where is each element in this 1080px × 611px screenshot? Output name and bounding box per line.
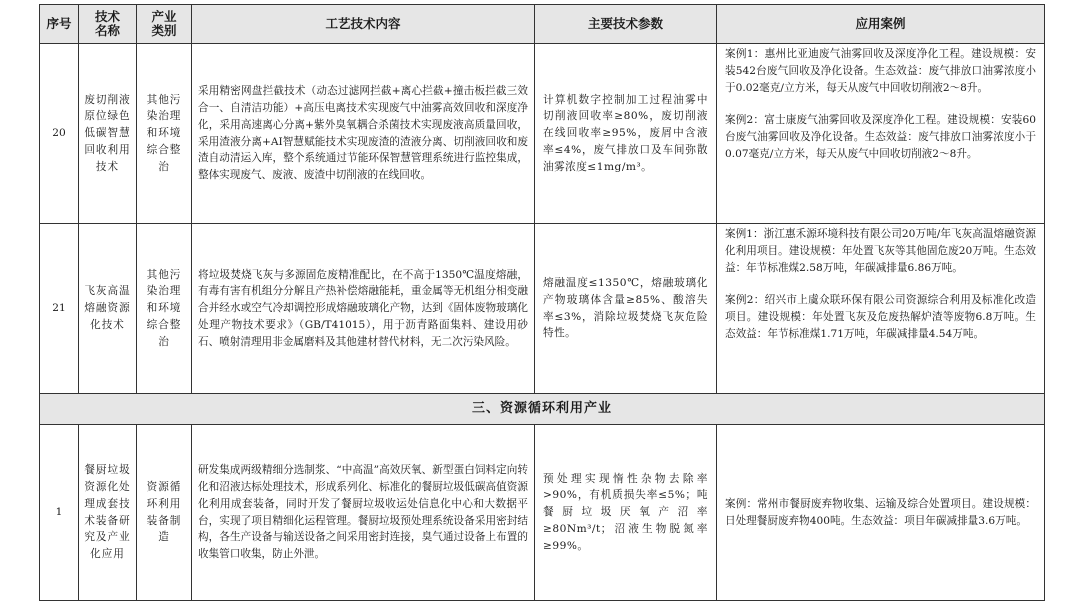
tech-table-container	[39, 4, 1044, 601]
section-title: 三、资源循环利用产业	[40, 394, 1045, 425]
row-params: 计算机数字控制加工过程油雾中切削液回收率≥80%，废切削液在线回收率≥95%，废屑中含液率≤4%，废气排放口及车间弥散油雾浓度≤1mg/m³。	[535, 44, 717, 224]
row-process: 研发集成两级精细分选制浆、“中高温”高效厌氧、新型蛋白饲料定向转化和沼液达标处理技术，形成系列化、标准化的餐厨垃圾低碳高值资源化利用成套装备，同时开发了餐厨垃圾收运处信息化中心和大数据平台，实现了项目精细化运程管理。餐厨垃圾预处理系统设备采用密封结构，各生产设备与输送设备之间采用密封连接，臭气通过设备上布置的收集管口收集，防止外泄。	[192, 425, 535, 601]
row-tech-name: 餐厨垃圾资源化处理成套技术装备研究及产业化应用	[79, 425, 137, 601]
header-process: 工艺技术内容	[192, 5, 535, 44]
section-row	[40, 394, 1045, 425]
table-row	[40, 224, 1045, 394]
row-category: 其他污染治理和环境综合整治	[137, 44, 192, 224]
case-item: 案例2：绍兴市上虞众联环保有限公司资源综合利用及标准化改造项目。建设规模：年处置飞灰及危废热解炉渣等废物6.8万吨。生态效益：年节标准煤1.71万吨，年碳减排量4.54万吨。	[725, 294, 1036, 340]
row-params: 熔融温度≤1350℃，熔融玻璃化产物玻璃体含量≥85%、酸溶失率≤3%，消除垃圾焚烧飞灰危险特性。	[535, 224, 717, 394]
row-tech-name: 废切削液原位绿色低碳智慧回收利用技术	[79, 44, 137, 224]
case-item: 案例1：惠州比亚迪废气油雾回收及深度净化工程。建设规模：安装542台废气回收及净化设备。生态效益：废气排放口油雾浓度小于0.02毫克/立方米，每天从废气中回收切削液2～8升。	[725, 48, 1036, 94]
table-row	[40, 425, 1045, 601]
row-process: 采用精密网盘拦截技术（动态过滤网拦截+离心拦截+撞击板拦截三效合一、自清洁功能）+高压电离技术实现废气中油雾高效回收和深度净化，采用高速离心分离+紫外臭氧耦合杀菌技术实现废液高质量回收，采用渣液分离+AI智慧赋能技术实现废渣的渣液分离、切削液回收和废渣自动清运入库，整个系统通过节能环保智慧管理系统进行监控集成，整体实现废气、废液、废渣中切削液的在线回收。	[192, 44, 535, 224]
row-cases	[717, 425, 1045, 601]
row-process: 将垃圾焚烧飞灰与多源固危废精准配比，在不高于1350℃温度熔融，有毒有害有机组分分解且产热补偿熔融能耗，重金属等无机组分相变融合并经水或空气冷却调控形成熔融玻璃化产物，达到《固体废物玻璃化处理产物技术要求》（GB/T41015），用于沥青路面集料、建设用砂石、喷射清理用非金属磨料及其他建材替代材料，无二次污染风险。	[192, 224, 535, 394]
case-item: 案例1：浙江惠禾源环境科技有限公司20万吨/年飞灰高温熔融资源化利用项目。建设规模：年处置飞灰等其他固危废20万吨。生态效益：年节标准煤2.58万吨，年碳减排量6.86万吨。	[725, 228, 1036, 274]
row-category: 资源循环利用装备制造	[137, 425, 192, 601]
header-name: 技术 名称	[79, 5, 137, 44]
row-category: 其他污染治理和环境综合整治	[137, 224, 192, 394]
row-params: 预处理实现惰性杂物去除率>90%，有机质损失率≤5%；吨餐厨垃圾厌氧产沼率≥80Nm³/t；沼液生物脱氮率≥99%。	[535, 425, 717, 601]
row-cases	[717, 44, 1045, 224]
row-tech-name: 飞灰高温熔融资源化技术	[79, 224, 137, 394]
header-row	[40, 5, 1045, 44]
case-item: 案例2：富士康废气油雾回收及深度净化工程。建设规模：安装60台废气油雾回收及净化设备。生态效益：废气排放口油雾浓度小于0.07毫克/立方米，每天从废气中回收切削液2～8升。	[725, 114, 1036, 160]
row-no: 20	[40, 44, 79, 224]
table-row	[40, 44, 1045, 224]
row-no: 1	[40, 425, 79, 601]
tech-table	[39, 4, 1045, 601]
header-cases: 应用案例	[717, 5, 1045, 44]
header-params: 主要技术参数	[535, 5, 717, 44]
row-cases	[717, 224, 1045, 394]
header-category: 产业 类别	[137, 5, 192, 44]
header-no: 序号	[40, 5, 79, 44]
row-no: 21	[40, 224, 79, 394]
case-item: 案例：常州市餐厨废弃物收集、运输及综合处置项目。建设规模：日处理餐厨废弃物400吨。生态效益：项目年碳减排量3.6万吨。	[725, 497, 1036, 527]
